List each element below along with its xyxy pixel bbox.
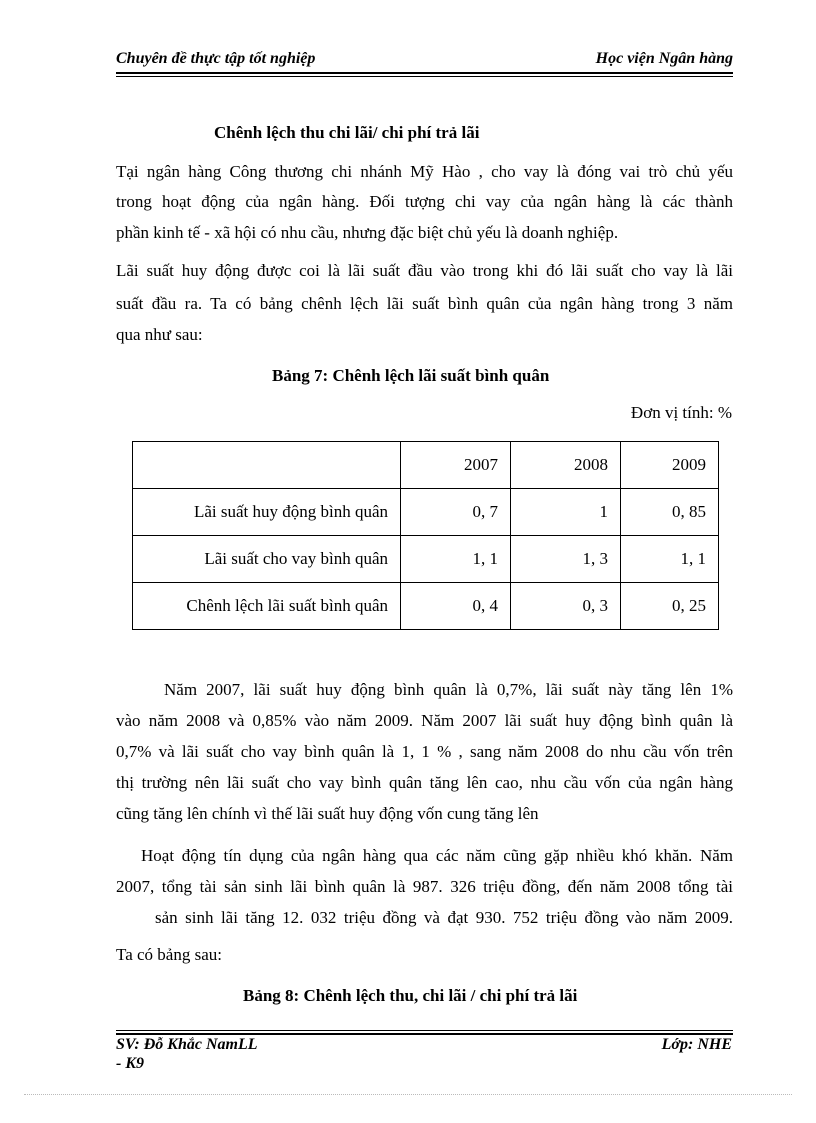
cell: 1, 1 (621, 536, 719, 583)
para1-line-1: Tại ngân hàng Công thương chi nhánh Mỹ Hào , cho vay là đóng vai trò chủ yếu (116, 162, 733, 181)
para3-line-5: cũng tăng lên chính vì thế lãi suất huy động vốn cung tăng lên (116, 804, 539, 823)
cell: 1, 1 (401, 536, 511, 583)
cell: 1, 3 (511, 536, 621, 583)
table-header-row (133, 442, 719, 489)
header-cell-2008: 2008 (511, 442, 621, 489)
para1-line-3: phần kinh tế - xã hội có nhu cầu, nhưng đặc biệt chủ yếu là doanh nghiệp. (116, 223, 619, 242)
footer-student: SV: Đỗ Khắc NamLL (116, 1036, 258, 1053)
footer-student-cont: - K9 (116, 1055, 144, 1072)
cell: 0, 4 (401, 583, 511, 630)
table-row (133, 489, 719, 536)
cell: 0, 7 (401, 489, 511, 536)
para3-line-1: Năm 2007, lãi suất huy động bình quân là 0,7%, lãi suất này tăng lên 1% (164, 680, 733, 699)
table7-title: Bảng 7: Chênh lệch lãi suất bình quân (272, 366, 550, 385)
para2-line-1: Lãi suất huy động được coi là lãi suất đầu vào trong khi đó lãi suất cho vay là lãi (116, 261, 733, 280)
para3-line-2: vào năm 2008 và 0,85% vào năm 2009. Năm 2007 lãi suất huy động bình quân là (116, 711, 733, 730)
cell: 1 (511, 489, 621, 536)
header-rule (116, 72, 733, 77)
header-left: Chuyên đề thực tập tốt nghiệp (116, 50, 316, 67)
cell: 0, 3 (511, 583, 621, 630)
paragraph-5: Ta có bảng sau: (116, 945, 222, 964)
para3-line-3: 0,7% và lãi suất cho vay bình quân là 1, 1 % , sang năm 2008 do nhu cầu vốn trên (116, 742, 733, 761)
header-right: Học viện Ngân hàng (595, 50, 733, 67)
page-bottom-divider (24, 1094, 792, 1095)
footer-rule (116, 1030, 733, 1035)
para4-line-1: Hoạt động tín dụng của ngân hàng qua các năm cũng gặp nhiều khó khăn. Năm (141, 846, 733, 865)
para4-line-2: 2007, tổng tài sản sinh lãi bình quân là 987. 326 triệu đồng, đến năm 2008 tổng tài (116, 877, 733, 896)
footer-class: Lớp: NHE (661, 1036, 732, 1053)
para1-line-2: trong hoạt động của ngân hàng. Đối tượng chi vay của ngân hàng là các thành (116, 192, 733, 211)
cell: 0, 85 (621, 489, 719, 536)
header-cell-empty (133, 442, 401, 489)
table-7 (132, 441, 719, 630)
cell: 0, 25 (621, 583, 719, 630)
para3-line-4: thị trường nên lãi suất cho vay bình quân tăng lên cao, nhu cầu vốn của ngân hàng (116, 773, 733, 792)
row-label: Lãi suất cho vay bình quân (133, 536, 401, 583)
table-row (133, 536, 719, 583)
header-cell-2009: 2009 (621, 442, 719, 489)
table8-title: Bảng 8: Chênh lệch thu, chi lãi / chi phí trả lãi (243, 986, 578, 1005)
para4-line-3: sản sinh lãi tăng 12. 032 triệu đồng và đạt 930. 752 triệu đồng vào năm 2009. (155, 908, 733, 927)
page-header (116, 46, 733, 74)
section-title: Chênh lệch thu chi lãi/ chi phí trả lãi (214, 123, 480, 142)
para2-line-2: suất đầu ra. Ta có bảng chênh lệch lãi suất bình quân của ngân hàng trong 3 năm (116, 294, 733, 313)
row-label: Lãi suất huy động bình quân (133, 489, 401, 536)
row-label: Chênh lệch lãi suất bình quân (133, 583, 401, 630)
para2-line-3: qua như sau: (116, 325, 203, 344)
table7-unit: Đơn vị tính: % (630, 403, 732, 422)
header-cell-2007: 2007 (401, 442, 511, 489)
table-row (133, 583, 719, 630)
